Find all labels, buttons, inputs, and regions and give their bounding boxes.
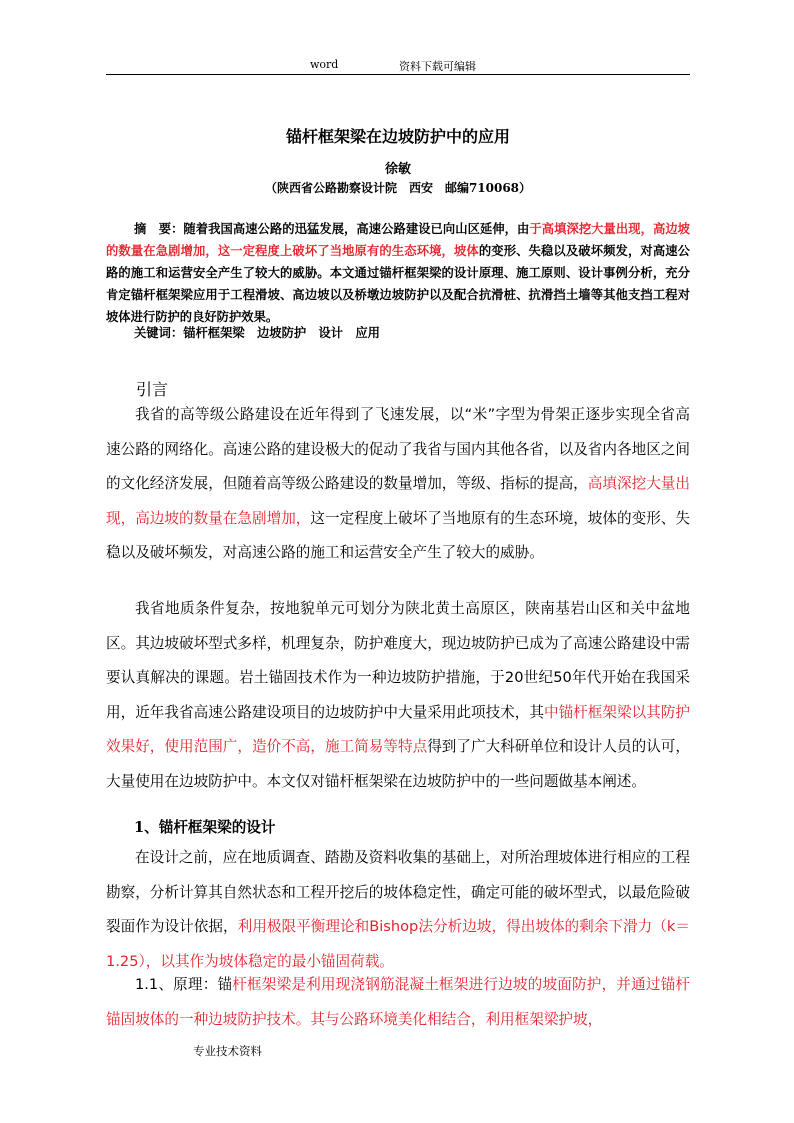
affiliation: （陕西省公路勘察设计院 西安 邮编710068） <box>264 181 532 195</box>
header-right: 资料下载可编辑 <box>399 60 476 73</box>
abstract-text: 摘 要：随着我国高速公路的迅猛发展，高速公路建设已向山区延伸，由 <box>134 221 530 236</box>
intro-paragraph-1 <box>106 398 690 571</box>
section-1-heading: 1、锚杆框架梁的设计 <box>134 819 276 836</box>
para-highlight: 高填深挖大量出现，高边坡的数量在急剧增加， <box>106 475 690 527</box>
section-1-paragraph-1 <box>106 841 690 979</box>
keywords: 关键词：锚杆框架梁 边坡防护 设计 应用 <box>134 325 380 340</box>
author: 徐敏 <box>384 162 411 177</box>
para-text: 在设计之前，应在地质调查、踏勘及资料收集的基础上，对所治理坡体进行相应的工程勘察，分析计算其自然状态和工程开挖后的坡体稳定性，确定可能的破坏型式，以最危险破裂面作为设计依据， <box>106 849 690 935</box>
para-highlight: 杆框架梁是利用现浇钢筋混凝土框架进行边坡的坡面防护，并通过锚杆锚固坡体的一种边坡防护技术。其与公路环境美化相结合，利用框架梁护坡， <box>106 976 690 1028</box>
para-text: 1.1、原理：锚 <box>135 976 233 993</box>
para-highlight: 中锚杆框架梁以其防护效果好，使用范围广，造价不高，施工简易等特点 <box>106 703 690 755</box>
doc-title: 锚杆框架梁在边坡防护中的应用 <box>285 127 510 146</box>
para-text: 我省地质条件复杂，按地貌单元可划分为陕北黄土高原区，陕南基岩山区和关中盆地区。其边坡破坏型式多样，机理复杂，防护难度大，现边坡防护已成为了高速公路建设中需要认真解决的课题。岩土锚固技术作为一种边坡防护措施，于20世纪50年代开始在我国采用，近年我省高速公路建设项目的边坡防护中大量采用此项技术，其 <box>106 600 690 721</box>
abstract-highlight: 于高填深挖大量出现，高边坡的数量在急剧增加，这一定程度上破坏了当地原有的生态环境，坡体 <box>106 221 690 258</box>
para-highlight: 利用极限平衡理论和Bishop法分析边坡，得出坡体的剩余下滑力（k＝1.25），以其作为坡体稳定的最小锚固荷载。 <box>106 918 690 970</box>
page-footer: 专业技术资料 <box>193 1044 262 1058</box>
para-text-rest: 得到了广大科研单位和设计人员的认可，大量使用在边坡防护中。本文仅对锚杆框架梁在边坡防护中的一些问题做基本阐述。 <box>106 738 690 790</box>
intro-heading: 引言 <box>136 380 169 399</box>
abstract-text-rest: 的变形、失稳以及破坏频发，对高速公路的施工和运营安全产生了较大的威胁。本文通过锚杆框架梁的设计原理、施工原则、设计事例分析，充分肯定锚杆框架梁应用于工程滑坡、高边坡以及桥墩边坡防护以及配合抗滑桩、抗滑挡土墙等其他支挡工程对坡体进行防护的良好防护效果。 <box>106 243 690 324</box>
intro-paragraph-2 <box>106 592 690 799</box>
para-text-rest: 这一定程度上破坏了当地原有的生态环境，坡体的变形、失稳以及破坏频发，对高速公路的施工和运营安全产生了较大的威胁。 <box>106 509 690 561</box>
page-header <box>106 56 690 75</box>
para-text: 我省的高等级公路建设在近年得到了飞速发展，以“米”字型为骨架正逐步实现全省高速公路的网络化。高速公路的建设极大的促动了我省与国内其他各省，以及省内各地区之间的文化经济发展，但随着高等级公路建设的数量增加，等级、指标的提高， <box>106 406 690 492</box>
header-left: word <box>310 58 339 71</box>
section-1-paragraph-2 <box>106 968 690 1037</box>
abstract <box>106 218 690 328</box>
